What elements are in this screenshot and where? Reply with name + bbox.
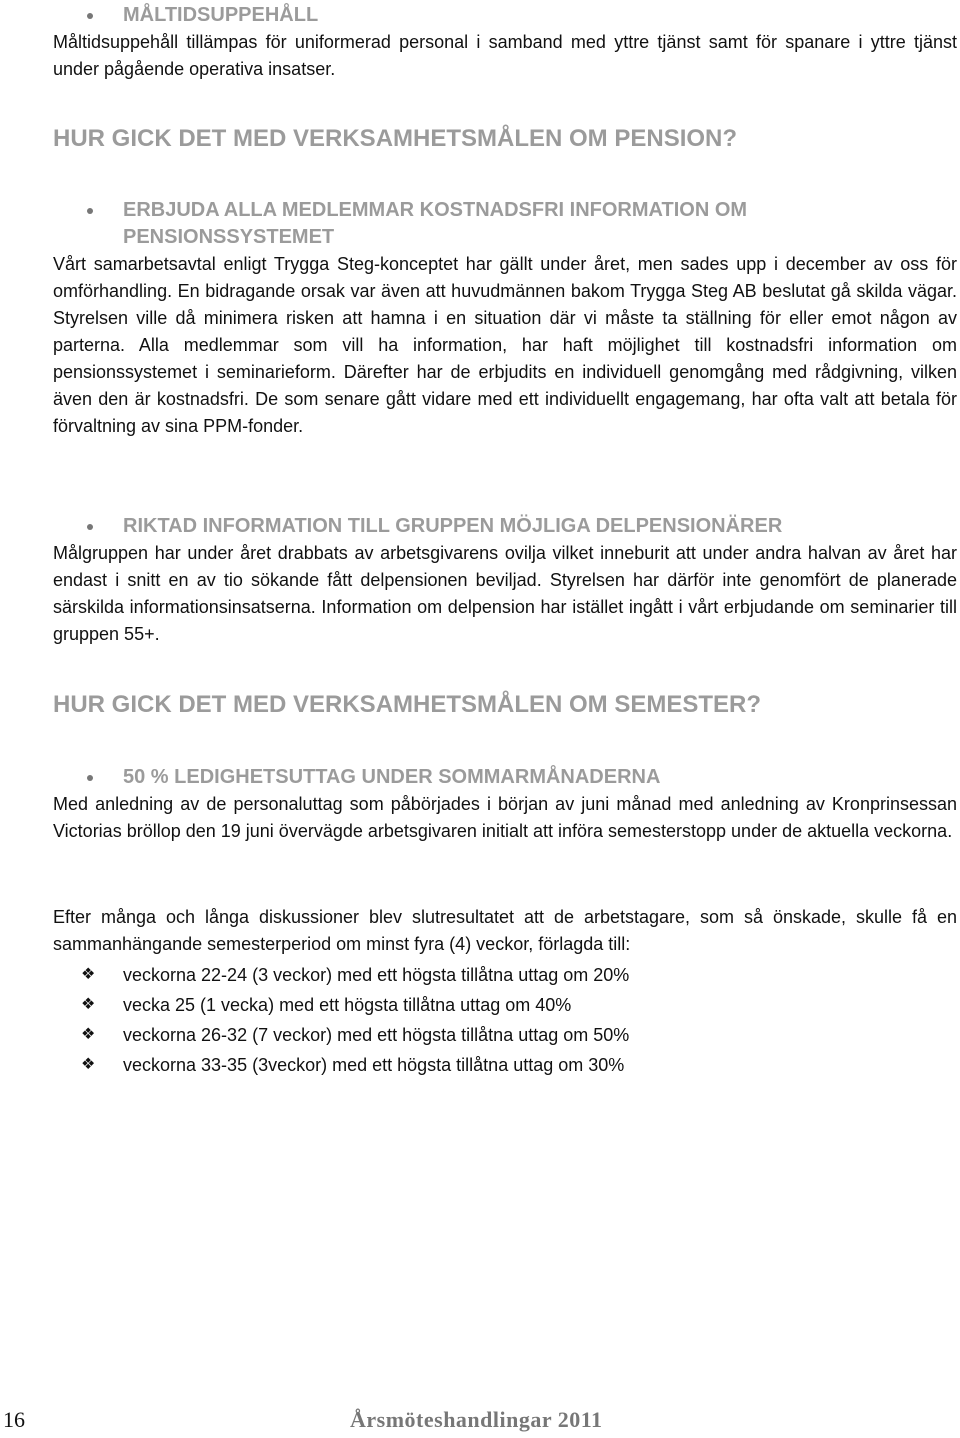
diamond-bullet-icon: ❖	[81, 1056, 96, 1073]
section-title-riktad: RIKTAD INFORMATION TILL GRUPPEN MÖJLIGA DELPENSIONÄRER	[53, 513, 957, 540]
diamond-bullet-icon: ❖	[81, 996, 96, 1013]
diamond-bullet-icon: ❖	[81, 966, 96, 983]
section-title-ledighet: 50 % LEDIGHETSUTTAG UNDER SOMMARMÅNADERNA	[53, 764, 957, 791]
section-title-maltid: MÅLTIDSUPPEHÅLL	[53, 2, 957, 29]
bullet-icon	[87, 13, 93, 19]
vacation-period-list	[53, 960, 957, 1080]
page-number: 16	[3, 1407, 25, 1432]
list-item: ❖ veckorna 33-35 (3veckor) med ett högsta tillåtna uttag om 30%	[53, 1050, 957, 1080]
bullet-icon	[87, 524, 93, 530]
list-item: ❖ veckorna 22-24 (3 veckor) med ett högsta tillåtna uttag om 20%	[53, 960, 957, 990]
paragraph-ledighet-1: Med anledning av de personaluttag som påbörjades i början av juni månad med anledning av Kronprinsessan Victorias bröllop den 19 juni övervägde arbetsgivaren initialt att införa semesterstopp under de aktuella veckorna.	[53, 794, 957, 841]
heading-semester: HUR GICK DET MED VERKSAMHETSMÅLEN OM SEMESTER?	[53, 691, 762, 718]
bullet-icon	[87, 208, 93, 214]
bullet-icon	[87, 775, 93, 781]
heading-pension: HUR GICK DET MED VERKSAMHETSMÅLEN OM PENSION?	[53, 125, 738, 152]
paragraph-maltid: Måltidsuppehåll tillämpas för uniformerad personal i samband med yttre tjänst samt för spanare i yttre tjänst under pågående operativa insatser.	[53, 32, 957, 79]
paragraph-ledighet-2: Efter många och långa diskussioner blev slutresultatet att de arbetstagare, som så önskade, skulle få en sammanhängande semesterperiod om minst fyra (4) veckor, förlagda till:	[53, 907, 957, 954]
list-item: ❖ veckorna 26-32 (7 veckor) med ett högsta tillåtna uttag om 50%	[53, 1020, 957, 1050]
diamond-bullet-icon: ❖	[81, 1026, 96, 1043]
footer-title: Årsmöteshandlingar 2011	[350, 1407, 603, 1432]
paragraph-erbjuda: Vårt samarbetsavtal enligt Trygga Steg-konceptet har gällt under året, men sades upp i december av oss för omförhandling. En bidragande orsak var även att huvudmännen bakom Trygga Steg AB beslutat gå skilda vägar. Styrelsen ville då minimera risken att hamna i en situation där vi måste ta ställning för eller emot någon av parterna. Alla medlemmar som vill ha information, har haft möjlighet till kostnadsfri information om pensionssystemet i seminarieform. Därefter har de erbjudits en individuell genomgång med rådgivning, vilken även den är kostnadsfri. De som senare gått vidare med ett individuellt engagemang, har ofta valt att betala för förvaltning av sina PPM-fonder.	[53, 254, 957, 436]
paragraph-riktad: Målgruppen har under året drabbats av arbetsgivarens ovilja vilket inneburit att under andra halvan av året har endast i snitt en av tio sökande fått delpensionen beviljad. Styrelsen har därför inte genomfört de planerade särskilda informationsinsatserna. Information om delpension har istället ingått i vårt erbjudande om seminarier till gruppen 55+.	[53, 543, 957, 644]
list-item: ❖ vecka 25 (1 vecka) med ett högsta tillåtna uttag om 40%	[53, 990, 957, 1020]
section-title-erbjuda: ERBJUDA ALLA MEDLEMMAR KOSTNADSFRI INFORMATION OM PENSIONSSYSTEMET	[53, 197, 957, 251]
